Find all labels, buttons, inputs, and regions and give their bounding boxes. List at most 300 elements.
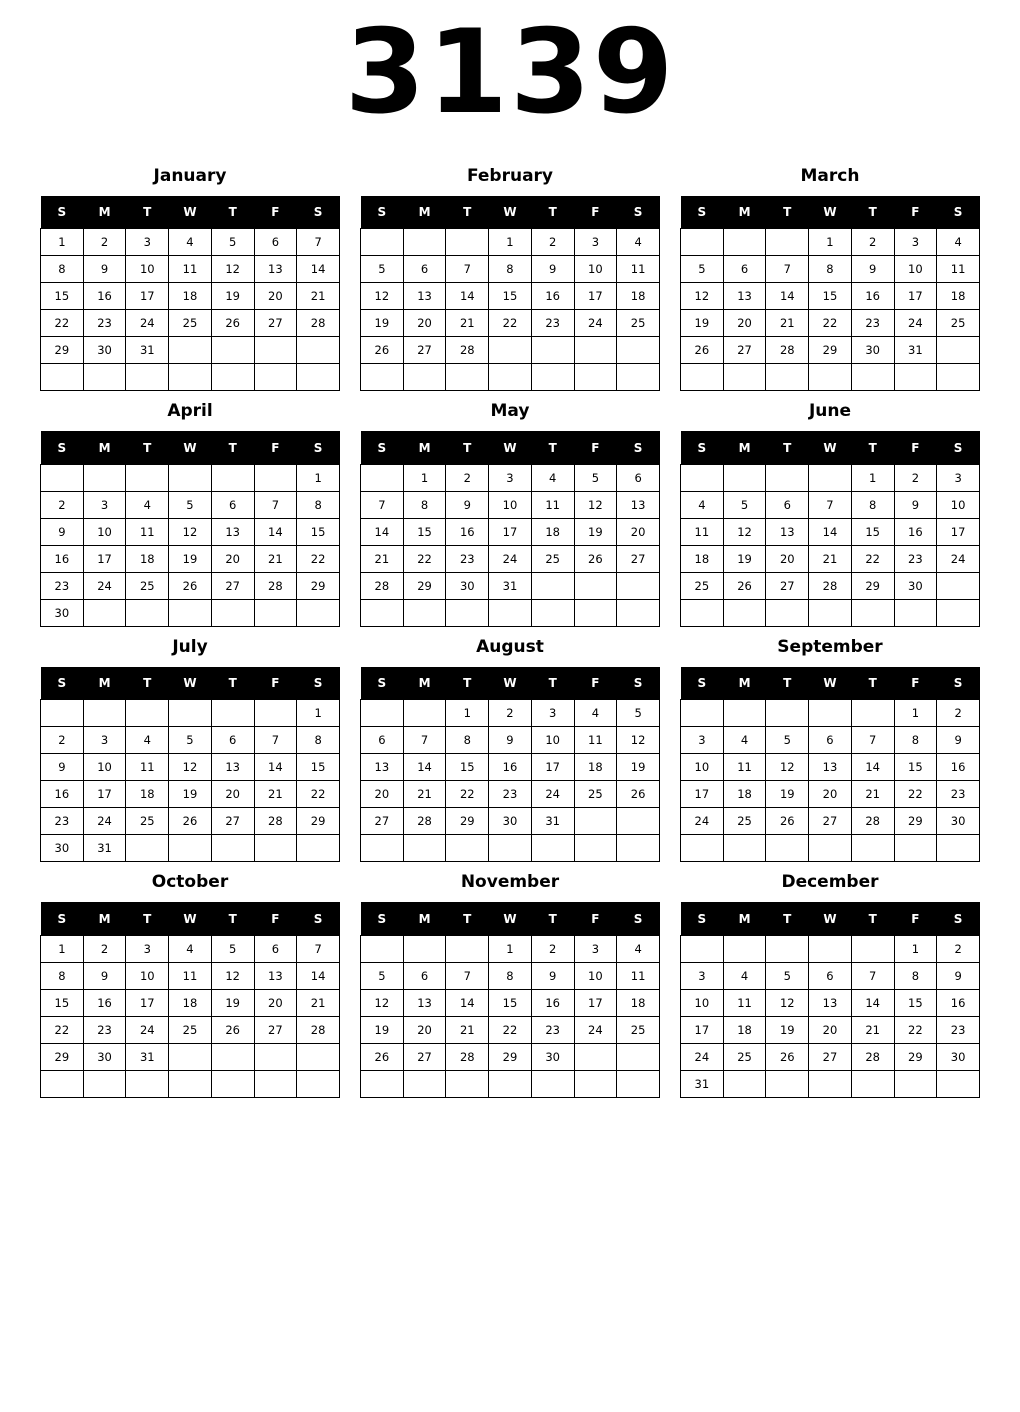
day-cell[interactable]: 1 [41,935,84,962]
day-cell[interactable]: 6 [211,727,254,754]
day-cell[interactable]: 3 [83,491,126,518]
day-cell[interactable]: 30 [489,808,532,835]
day-cell[interactable]: 8 [894,962,937,989]
day-cell[interactable]: 6 [809,962,852,989]
day-cell[interactable]: 20 [254,283,297,310]
day-cell[interactable]: 29 [894,1043,937,1070]
day-cell[interactable]: 26 [169,808,212,835]
day-cell[interactable]: 8 [41,962,84,989]
day-cell[interactable]: 28 [851,1043,894,1070]
day-cell[interactable]: 16 [851,283,894,310]
day-cell[interactable]: 7 [446,962,489,989]
day-cell[interactable]: 20 [617,518,660,545]
day-cell[interactable]: 10 [489,491,532,518]
day-cell[interactable]: 1 [446,700,489,727]
day-cell[interactable]: 19 [766,1016,809,1043]
day-cell[interactable]: 5 [169,491,212,518]
day-cell[interactable]: 10 [894,256,937,283]
day-cell[interactable]: 12 [723,518,766,545]
day-cell[interactable]: 13 [211,754,254,781]
day-cell[interactable]: 23 [937,1016,980,1043]
day-cell[interactable]: 8 [446,727,489,754]
day-cell[interactable]: 7 [297,229,340,256]
day-cell[interactable]: 20 [211,545,254,572]
day-cell[interactable]: 4 [531,464,574,491]
day-cell[interactable]: 26 [211,310,254,337]
day-cell[interactable]: 21 [403,781,446,808]
day-cell[interactable]: 4 [617,935,660,962]
day-cell[interactable]: 22 [894,1016,937,1043]
day-cell[interactable]: 17 [83,545,126,572]
day-cell[interactable]: 18 [574,754,617,781]
day-cell[interactable]: 25 [723,1043,766,1070]
day-cell[interactable]: 2 [41,727,84,754]
day-cell[interactable]: 9 [41,518,84,545]
day-cell[interactable]: 4 [723,962,766,989]
day-cell[interactable]: 2 [531,935,574,962]
day-cell[interactable]: 11 [937,256,980,283]
day-cell[interactable]: 29 [489,1043,532,1070]
day-cell[interactable]: 30 [41,835,84,862]
day-cell[interactable]: 26 [361,1043,404,1070]
day-cell[interactable]: 10 [126,256,169,283]
day-cell[interactable]: 30 [894,572,937,599]
day-cell[interactable]: 27 [403,1043,446,1070]
day-cell[interactable]: 15 [297,518,340,545]
day-cell[interactable]: 2 [937,700,980,727]
day-cell[interactable]: 21 [254,545,297,572]
day-cell[interactable]: 20 [766,545,809,572]
day-cell[interactable]: 4 [169,935,212,962]
day-cell[interactable]: 18 [531,518,574,545]
day-cell[interactable]: 8 [851,491,894,518]
day-cell[interactable]: 29 [403,572,446,599]
day-cell[interactable]: 14 [446,989,489,1016]
day-cell[interactable]: 29 [297,808,340,835]
day-cell[interactable]: 3 [894,229,937,256]
day-cell[interactable]: 9 [531,962,574,989]
day-cell[interactable]: 12 [574,491,617,518]
day-cell[interactable]: 12 [361,283,404,310]
day-cell[interactable]: 1 [489,935,532,962]
day-cell[interactable]: 17 [126,283,169,310]
day-cell[interactable]: 23 [83,310,126,337]
day-cell[interactable]: 28 [446,337,489,364]
day-cell[interactable]: 7 [851,727,894,754]
day-cell[interactable]: 18 [617,283,660,310]
day-cell[interactable]: 5 [766,727,809,754]
day-cell[interactable]: 23 [894,545,937,572]
day-cell[interactable]: 28 [851,808,894,835]
day-cell[interactable]: 6 [254,229,297,256]
day-cell[interactable]: 29 [809,337,852,364]
day-cell[interactable]: 30 [851,337,894,364]
day-cell[interactable]: 18 [169,283,212,310]
day-cell[interactable]: 14 [851,754,894,781]
day-cell[interactable]: 2 [531,229,574,256]
day-cell[interactable]: 4 [937,229,980,256]
day-cell[interactable]: 17 [574,989,617,1016]
day-cell[interactable]: 9 [937,962,980,989]
day-cell[interactable]: 19 [169,781,212,808]
day-cell[interactable]: 2 [894,464,937,491]
day-cell[interactable]: 21 [297,283,340,310]
day-cell[interactable]: 24 [574,310,617,337]
day-cell[interactable]: 24 [126,1016,169,1043]
day-cell[interactable]: 19 [211,283,254,310]
day-cell[interactable]: 6 [809,727,852,754]
day-cell[interactable]: 11 [617,256,660,283]
day-cell[interactable]: 19 [361,1016,404,1043]
day-cell[interactable]: 10 [937,491,980,518]
day-cell[interactable]: 29 [446,808,489,835]
day-cell[interactable]: 24 [937,545,980,572]
day-cell[interactable]: 6 [403,256,446,283]
day-cell[interactable]: 12 [169,754,212,781]
day-cell[interactable]: 21 [446,1016,489,1043]
day-cell[interactable]: 31 [489,572,532,599]
day-cell[interactable]: 11 [126,754,169,781]
day-cell[interactable]: 19 [681,310,724,337]
day-cell[interactable]: 30 [937,808,980,835]
day-cell[interactable]: 13 [254,256,297,283]
day-cell[interactable]: 20 [809,1016,852,1043]
day-cell[interactable]: 14 [254,518,297,545]
day-cell[interactable]: 21 [254,781,297,808]
day-cell[interactable]: 9 [937,727,980,754]
day-cell[interactable]: 18 [617,989,660,1016]
day-cell[interactable]: 12 [617,727,660,754]
day-cell[interactable]: 11 [723,989,766,1016]
day-cell[interactable]: 17 [126,989,169,1016]
day-cell[interactable]: 9 [851,256,894,283]
day-cell[interactable]: 21 [809,545,852,572]
day-cell[interactable]: 22 [489,310,532,337]
day-cell[interactable]: 14 [297,962,340,989]
day-cell[interactable]: 26 [617,781,660,808]
day-cell[interactable]: 31 [681,1070,724,1097]
day-cell[interactable]: 28 [297,1016,340,1043]
day-cell[interactable]: 27 [809,1043,852,1070]
day-cell[interactable]: 4 [126,727,169,754]
day-cell[interactable]: 24 [83,572,126,599]
day-cell[interactable]: 23 [41,572,84,599]
day-cell[interactable]: 20 [254,989,297,1016]
day-cell[interactable]: 31 [83,835,126,862]
day-cell[interactable]: 8 [403,491,446,518]
day-cell[interactable]: 15 [41,989,84,1016]
day-cell[interactable]: 13 [211,518,254,545]
day-cell[interactable]: 20 [723,310,766,337]
day-cell[interactable]: 27 [766,572,809,599]
day-cell[interactable]: 27 [254,310,297,337]
day-cell[interactable]: 12 [211,256,254,283]
day-cell[interactable]: 4 [574,700,617,727]
day-cell[interactable]: 19 [574,518,617,545]
day-cell[interactable]: 19 [211,989,254,1016]
day-cell[interactable]: 11 [617,962,660,989]
day-cell[interactable]: 2 [41,491,84,518]
day-cell[interactable]: 6 [617,464,660,491]
day-cell[interactable]: 24 [681,1043,724,1070]
day-cell[interactable]: 25 [531,545,574,572]
day-cell[interactable]: 1 [489,229,532,256]
day-cell[interactable]: 24 [83,808,126,835]
day-cell[interactable]: 23 [531,1016,574,1043]
day-cell[interactable]: 19 [617,754,660,781]
day-cell[interactable]: 24 [681,808,724,835]
day-cell[interactable]: 2 [446,464,489,491]
day-cell[interactable]: 13 [617,491,660,518]
day-cell[interactable]: 21 [766,310,809,337]
day-cell[interactable]: 26 [361,337,404,364]
day-cell[interactable]: 29 [41,1043,84,1070]
day-cell[interactable]: 14 [361,518,404,545]
day-cell[interactable]: 8 [894,727,937,754]
day-cell[interactable]: 5 [617,700,660,727]
day-cell[interactable]: 7 [446,256,489,283]
day-cell[interactable]: 30 [446,572,489,599]
day-cell[interactable]: 9 [531,256,574,283]
day-cell[interactable]: 25 [617,310,660,337]
day-cell[interactable]: 8 [297,727,340,754]
day-cell[interactable]: 26 [723,572,766,599]
day-cell[interactable]: 28 [254,808,297,835]
day-cell[interactable]: 27 [809,808,852,835]
day-cell[interactable]: 25 [169,310,212,337]
day-cell[interactable]: 8 [489,256,532,283]
day-cell[interactable]: 13 [766,518,809,545]
day-cell[interactable]: 1 [41,229,84,256]
day-cell[interactable]: 10 [531,727,574,754]
day-cell[interactable]: 23 [446,545,489,572]
day-cell[interactable]: 5 [723,491,766,518]
day-cell[interactable]: 10 [681,754,724,781]
day-cell[interactable]: 27 [211,572,254,599]
day-cell[interactable]: 24 [574,1016,617,1043]
day-cell[interactable]: 22 [297,781,340,808]
day-cell[interactable]: 1 [894,935,937,962]
day-cell[interactable]: 23 [41,808,84,835]
day-cell[interactable]: 30 [83,337,126,364]
day-cell[interactable]: 12 [681,283,724,310]
day-cell[interactable]: 7 [851,962,894,989]
day-cell[interactable]: 19 [361,310,404,337]
day-cell[interactable]: 29 [297,572,340,599]
day-cell[interactable]: 1 [851,464,894,491]
day-cell[interactable]: 13 [723,283,766,310]
day-cell[interactable]: 22 [446,781,489,808]
day-cell[interactable]: 15 [489,989,532,1016]
day-cell[interactable]: 8 [41,256,84,283]
day-cell[interactable]: 16 [83,989,126,1016]
day-cell[interactable]: 14 [809,518,852,545]
day-cell[interactable]: 17 [489,518,532,545]
day-cell[interactable]: 5 [361,962,404,989]
day-cell[interactable]: 27 [723,337,766,364]
day-cell[interactable]: 15 [851,518,894,545]
day-cell[interactable]: 10 [83,754,126,781]
day-cell[interactable]: 9 [446,491,489,518]
day-cell[interactable]: 29 [41,337,84,364]
day-cell[interactable]: 13 [809,989,852,1016]
day-cell[interactable]: 30 [531,1043,574,1070]
day-cell[interactable]: 6 [254,935,297,962]
day-cell[interactable]: 27 [617,545,660,572]
day-cell[interactable]: 31 [126,337,169,364]
day-cell[interactable]: 2 [937,935,980,962]
day-cell[interactable]: 15 [41,283,84,310]
day-cell[interactable]: 23 [531,310,574,337]
day-cell[interactable]: 3 [489,464,532,491]
day-cell[interactable]: 25 [617,1016,660,1043]
day-cell[interactable]: 22 [403,545,446,572]
day-cell[interactable]: 11 [169,256,212,283]
day-cell[interactable]: 13 [403,283,446,310]
day-cell[interactable]: 16 [41,781,84,808]
day-cell[interactable]: 10 [681,989,724,1016]
day-cell[interactable]: 17 [681,1016,724,1043]
day-cell[interactable]: 24 [894,310,937,337]
day-cell[interactable]: 22 [489,1016,532,1043]
day-cell[interactable]: 11 [574,727,617,754]
day-cell[interactable]: 3 [681,962,724,989]
day-cell[interactable]: 8 [297,491,340,518]
day-cell[interactable]: 19 [169,545,212,572]
day-cell[interactable]: 18 [126,545,169,572]
day-cell[interactable]: 15 [894,989,937,1016]
day-cell[interactable]: 25 [574,781,617,808]
day-cell[interactable]: 6 [361,727,404,754]
day-cell[interactable]: 10 [574,962,617,989]
day-cell[interactable]: 18 [723,781,766,808]
day-cell[interactable]: 5 [574,464,617,491]
day-cell[interactable]: 30 [937,1043,980,1070]
day-cell[interactable]: 18 [169,989,212,1016]
day-cell[interactable]: 23 [83,1016,126,1043]
day-cell[interactable]: 14 [254,754,297,781]
day-cell[interactable]: 16 [489,754,532,781]
day-cell[interactable]: 22 [894,781,937,808]
day-cell[interactable]: 2 [83,229,126,256]
day-cell[interactable]: 3 [574,935,617,962]
day-cell[interactable]: 5 [681,256,724,283]
day-cell[interactable]: 10 [126,962,169,989]
day-cell[interactable]: 7 [403,727,446,754]
day-cell[interactable]: 8 [809,256,852,283]
day-cell[interactable]: 9 [83,256,126,283]
day-cell[interactable]: 3 [574,229,617,256]
day-cell[interactable]: 28 [403,808,446,835]
day-cell[interactable]: 25 [937,310,980,337]
day-cell[interactable]: 25 [126,572,169,599]
day-cell[interactable]: 18 [937,283,980,310]
day-cell[interactable]: 2 [851,229,894,256]
day-cell[interactable]: 16 [531,989,574,1016]
day-cell[interactable]: 3 [126,935,169,962]
day-cell[interactable]: 5 [361,256,404,283]
day-cell[interactable]: 10 [574,256,617,283]
day-cell[interactable]: 14 [403,754,446,781]
day-cell[interactable]: 30 [41,599,84,626]
day-cell[interactable]: 15 [809,283,852,310]
day-cell[interactable]: 7 [254,491,297,518]
day-cell[interactable]: 26 [766,808,809,835]
day-cell[interactable]: 13 [254,962,297,989]
day-cell[interactable]: 24 [531,781,574,808]
day-cell[interactable]: 9 [83,962,126,989]
day-cell[interactable]: 21 [361,545,404,572]
day-cell[interactable]: 27 [403,337,446,364]
day-cell[interactable]: 16 [446,518,489,545]
day-cell[interactable]: 7 [297,935,340,962]
day-cell[interactable]: 12 [169,518,212,545]
day-cell[interactable]: 11 [681,518,724,545]
day-cell[interactable]: 28 [254,572,297,599]
day-cell[interactable]: 21 [851,1016,894,1043]
day-cell[interactable]: 22 [851,545,894,572]
day-cell[interactable]: 20 [211,781,254,808]
day-cell[interactable]: 18 [126,781,169,808]
day-cell[interactable]: 23 [937,781,980,808]
day-cell[interactable]: 6 [723,256,766,283]
day-cell[interactable]: 18 [723,1016,766,1043]
day-cell[interactable]: 28 [766,337,809,364]
day-cell[interactable]: 20 [403,1016,446,1043]
day-cell[interactable]: 18 [681,545,724,572]
day-cell[interactable]: 22 [809,310,852,337]
day-cell[interactable]: 22 [41,310,84,337]
day-cell[interactable]: 13 [403,989,446,1016]
day-cell[interactable]: 3 [681,727,724,754]
day-cell[interactable]: 7 [766,256,809,283]
day-cell[interactable]: 5 [211,229,254,256]
day-cell[interactable]: 3 [83,727,126,754]
day-cell[interactable]: 1 [297,700,340,727]
day-cell[interactable]: 31 [531,808,574,835]
day-cell[interactable]: 22 [297,545,340,572]
day-cell[interactable]: 28 [809,572,852,599]
day-cell[interactable]: 9 [41,754,84,781]
day-cell[interactable]: 19 [723,545,766,572]
day-cell[interactable]: 17 [531,754,574,781]
day-cell[interactable]: 26 [574,545,617,572]
day-cell[interactable]: 3 [126,229,169,256]
day-cell[interactable]: 15 [894,754,937,781]
day-cell[interactable]: 4 [723,727,766,754]
day-cell[interactable]: 4 [617,229,660,256]
day-cell[interactable]: 11 [169,962,212,989]
day-cell[interactable]: 17 [681,781,724,808]
day-cell[interactable]: 22 [41,1016,84,1043]
day-cell[interactable]: 11 [126,518,169,545]
day-cell[interactable]: 1 [297,464,340,491]
day-cell[interactable]: 9 [894,491,937,518]
day-cell[interactable]: 6 [403,962,446,989]
day-cell[interactable]: 21 [446,310,489,337]
day-cell[interactable]: 24 [126,310,169,337]
day-cell[interactable]: 5 [211,935,254,962]
day-cell[interactable]: 1 [403,464,446,491]
day-cell[interactable]: 2 [489,700,532,727]
day-cell[interactable]: 17 [574,283,617,310]
day-cell[interactable]: 4 [169,229,212,256]
day-cell[interactable]: 3 [937,464,980,491]
day-cell[interactable]: 28 [446,1043,489,1070]
day-cell[interactable]: 23 [489,781,532,808]
day-cell[interactable]: 28 [361,572,404,599]
day-cell[interactable]: 17 [937,518,980,545]
